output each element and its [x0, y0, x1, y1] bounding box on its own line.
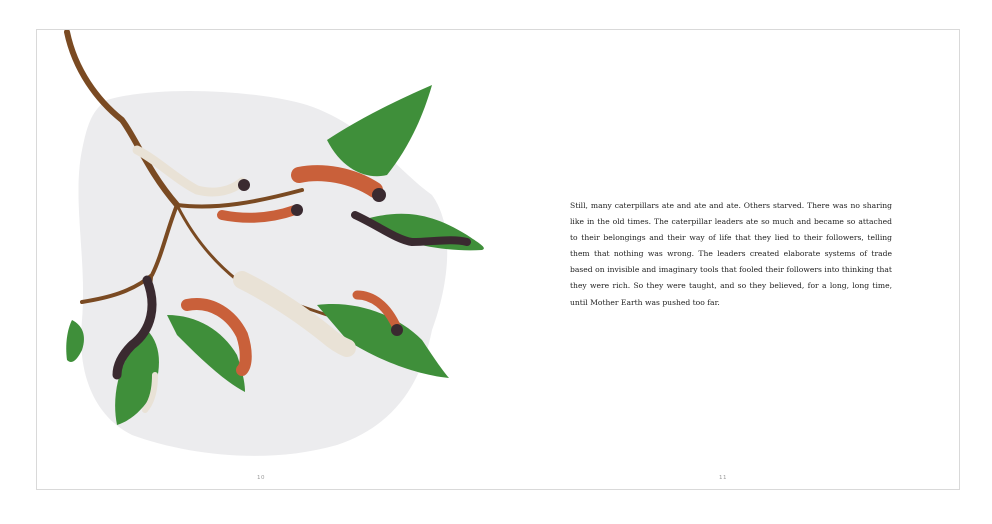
page-number-left: 10 — [257, 475, 265, 481]
story-paragraph: Still, many caterpillars ate and ate and ate. Others starved. There was no sharing like in the old times. The caterpillar leaders ate so much and became so attached to their belongings and their way of life that they lied to their followers, telling them that nothing was wrong. The leaders created elaborate systems of trade based on invisible and imaginary tools that fooled their followers into thinking that they were rich. So they were taught, and so they believed, for a long, long time, until Mother Earth was pushed too far. — [570, 201, 892, 307]
left-page — [37, 30, 498, 489]
caterpillar-head — [238, 179, 250, 191]
caterpillar-head — [372, 188, 386, 202]
caterpillar-branch-illustration — [37, 30, 499, 491]
book-spread — [36, 29, 960, 490]
leaf-far-left — [66, 320, 84, 362]
caterpillar-head — [291, 204, 303, 216]
caterpillar-head — [391, 324, 403, 336]
page-number-right: 11 — [719, 475, 727, 481]
